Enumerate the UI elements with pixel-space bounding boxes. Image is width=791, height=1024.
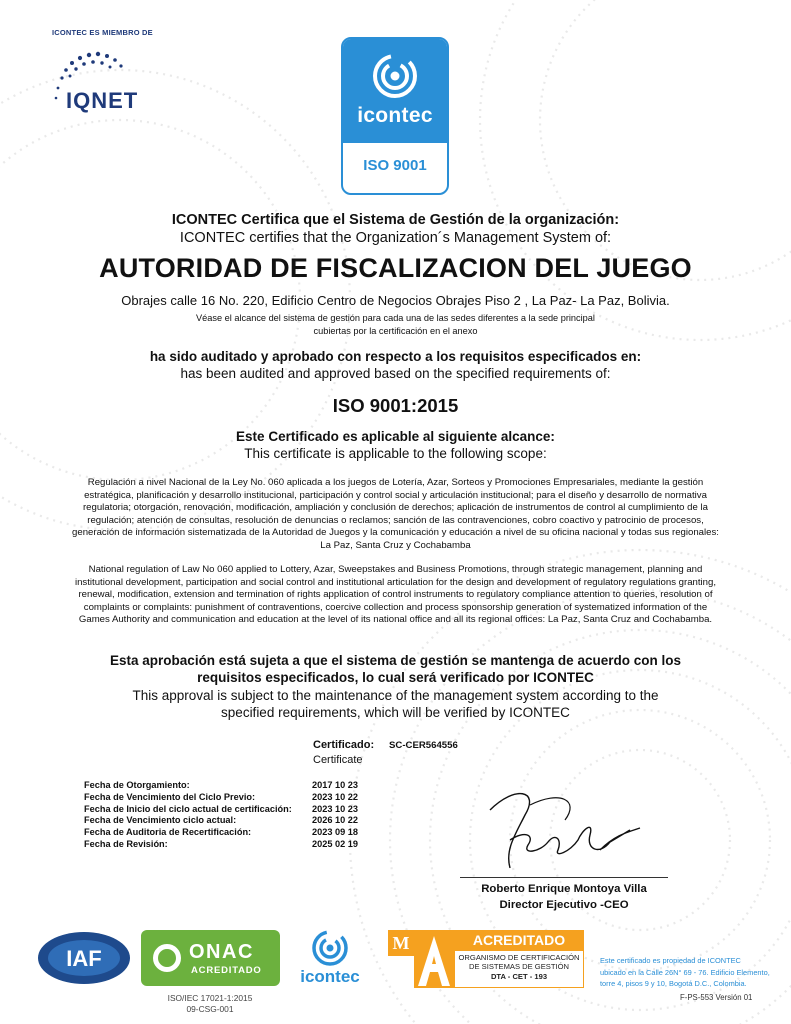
- approval-es-line2: requisitos especificados, lo cual será verificado por ICONTEC: [197, 670, 594, 685]
- organization-address: Obrajes calle 16 No. 220, Edificio Centro de Negocios Obrajes Piso 2 , La Paz- La Paz, Bolivia.: [121, 293, 670, 308]
- approval-es-line1: Esta aprobación está sujeta a que el sistema de gestión se mantenga de acuerdo con los: [110, 653, 681, 668]
- handwritten-signature: [470, 780, 670, 875]
- date-label: Fecha de Inicio del ciclo actual de certificación:: [84, 803, 292, 814]
- date-value: 2026 10 22: [312, 815, 358, 826]
- date-label: Fecha de Revisión:: [84, 838, 168, 849]
- date-label: Fecha de Auditoria de Recertificación:: [84, 827, 252, 838]
- date-value: 2023 10 22: [312, 791, 358, 802]
- acred-m-icon: [388, 930, 414, 956]
- iqnet-wordmark: IQNET: [66, 88, 139, 113]
- iso-iec-line1: ISO/IEC 17021-1:2015: [167, 993, 253, 1003]
- acred-a-icon: [414, 930, 454, 988]
- scope-title-en: This certificate is applicable to the following scope:: [244, 446, 547, 461]
- member-label: ICONTEC ES MIEMBRO DE: [52, 28, 153, 37]
- scope-note: [40, 312, 751, 338]
- property-line1: Este certificado es propiedad de ICONTEC: [600, 956, 741, 965]
- scope-title-es: Este Certificado es aplicable al siguiente alcance:: [236, 429, 555, 444]
- acred-line3: DTA - CET - 193: [490, 971, 548, 981]
- approval-es: [40, 652, 751, 686]
- approval-en-line1: This approval is subject to the maintenance of the management system according to the: [132, 688, 659, 703]
- date-value: 2023 10 23: [312, 803, 358, 814]
- approval-en: [40, 687, 751, 721]
- date-label: Fecha de Vencimiento del Ciclo Previo:: [84, 791, 256, 802]
- acred-line2: DE SISTEMAS DE GESTIÓN: [468, 962, 569, 972]
- scope-note-line2: cubiertas por la certificación en el anexo: [313, 326, 478, 336]
- iaf-logo: [36, 930, 132, 986]
- icontec-small-name: icontec: [300, 967, 360, 986]
- iaf-wordmark: IAF: [66, 946, 102, 971]
- form-code: F-PS-553 Versión 01: [680, 993, 753, 1002]
- iso-iec-line2: 09-CSG-001: [186, 1004, 234, 1014]
- organization-name: AUTORIDAD DE FISCALIZACION DEL JUEGO: [99, 253, 692, 283]
- badge-icontec-name: icontec: [357, 104, 433, 127]
- intro-es: ICONTEC Certifica que el Sistema de Gestión de la organización:: [171, 212, 620, 228]
- iso-iec-accreditation: [145, 993, 275, 1015]
- acred-m-letter: M: [392, 933, 410, 953]
- date-label: Fecha de Otorgamiento:: [84, 780, 190, 790]
- date-label: Fecha de Vencimiento ciclo actual:: [84, 815, 237, 826]
- icontec-iso-badge: [341, 37, 449, 195]
- date-value: 2025 02 19: [312, 838, 358, 849]
- property-line2: ubicado en la Calle 26N° 69 - 76. Edificio Elemento,: [600, 967, 770, 977]
- onac-logo: [141, 930, 280, 986]
- icontec-logo-icon: [370, 51, 420, 101]
- date-value: 2017 10 23: [312, 780, 358, 790]
- onac-sub: ACREDITADO: [191, 965, 262, 976]
- signatory-name: Roberto Enrique Montoya Villa: [481, 883, 647, 895]
- acred-details: [454, 950, 584, 988]
- scope-text-es: Regulación a nivel Nacional de la Ley No. 060 aplicada a los juegos de Lotería, Azar, Sorteos y Promociones Empresariales, mediante la gestión estratégica, planificación y desarrollo institucional, participación y control social y articulación institucional; para el diseño y desarrollo de normativa regulatoria; otorgación, renovación, modificación, ampliación y conclusión de derechos; aplicación de instrumentos de control al cumplimiento de la regulación; atención de consultas, resolución de denuncias o reclamos; sanción de las contravenciones, cobro coactivo y patrocinio de procesos, generación de información sistematizada de la Autoridad de Juegos y la comunicación y educación a nivel de su oficina nacional y todas sus regionales: La Paz, Santa Cruz y Cochabamba: [72, 477, 719, 551]
- onac-circle-icon: [153, 944, 181, 972]
- certificate-label-en: Certificate: [313, 754, 363, 766]
- audited-es: ha sido auditado y aprobado con respecto a los requisitos especificados en:: [149, 349, 642, 364]
- badge-iso-standard: ISO 9001: [363, 157, 427, 174]
- certificate-number: SC-CER564556: [389, 740, 458, 751]
- date-value: 2023 09 18: [312, 827, 358, 838]
- scope-text-en: National regulation of Law No 060 applied to Lottery, Azar, Sweepstakes and Business Promotions, through strategic management, planning and institutional development, participation and social control and institutional articulation for the design and development of regulatory regulations granting, renewal, modification, extension and termination of rights application of control instruments to regulatory compliance attention to queries, resolution of complaints or complaints: punishment of contraventions, coercive collection and process sponsorship generation of systematized information of the Games Authority and communication and education at the level of its national office and all its regional offices: La Paz, Santa Cruz and Cochabamba.: [74, 564, 717, 626]
- standard-title: ISO 9001:2015: [332, 395, 459, 416]
- acred-line1: ORGANISMO DE CERTIFICACIÓN: [458, 953, 580, 962]
- onac-name: ONAC: [189, 941, 254, 963]
- signatory-role: Director Ejecutivo -CEO: [499, 899, 629, 911]
- approval-en-line2: specified requirements, which will be verified by ICONTEC: [221, 705, 570, 720]
- acred-heading: ACREDITADO: [454, 930, 584, 950]
- signature-line: [460, 877, 668, 878]
- property-note: [600, 955, 775, 990]
- certificate-label: Certificado:: [313, 739, 375, 751]
- scope-note-line1: Véase el alcance del sistema de gestión para cada una de las sedes diferentes a la sede principal: [196, 313, 595, 323]
- intro-en: ICONTEC certifies that the Organization´s Management System of:: [179, 230, 612, 246]
- property-line3: torre 4, pisos 9 y 10, Bogotá D.C., Colombia.: [600, 979, 747, 988]
- audited-en: has been audited and approved based on the specified requirements of:: [180, 366, 611, 381]
